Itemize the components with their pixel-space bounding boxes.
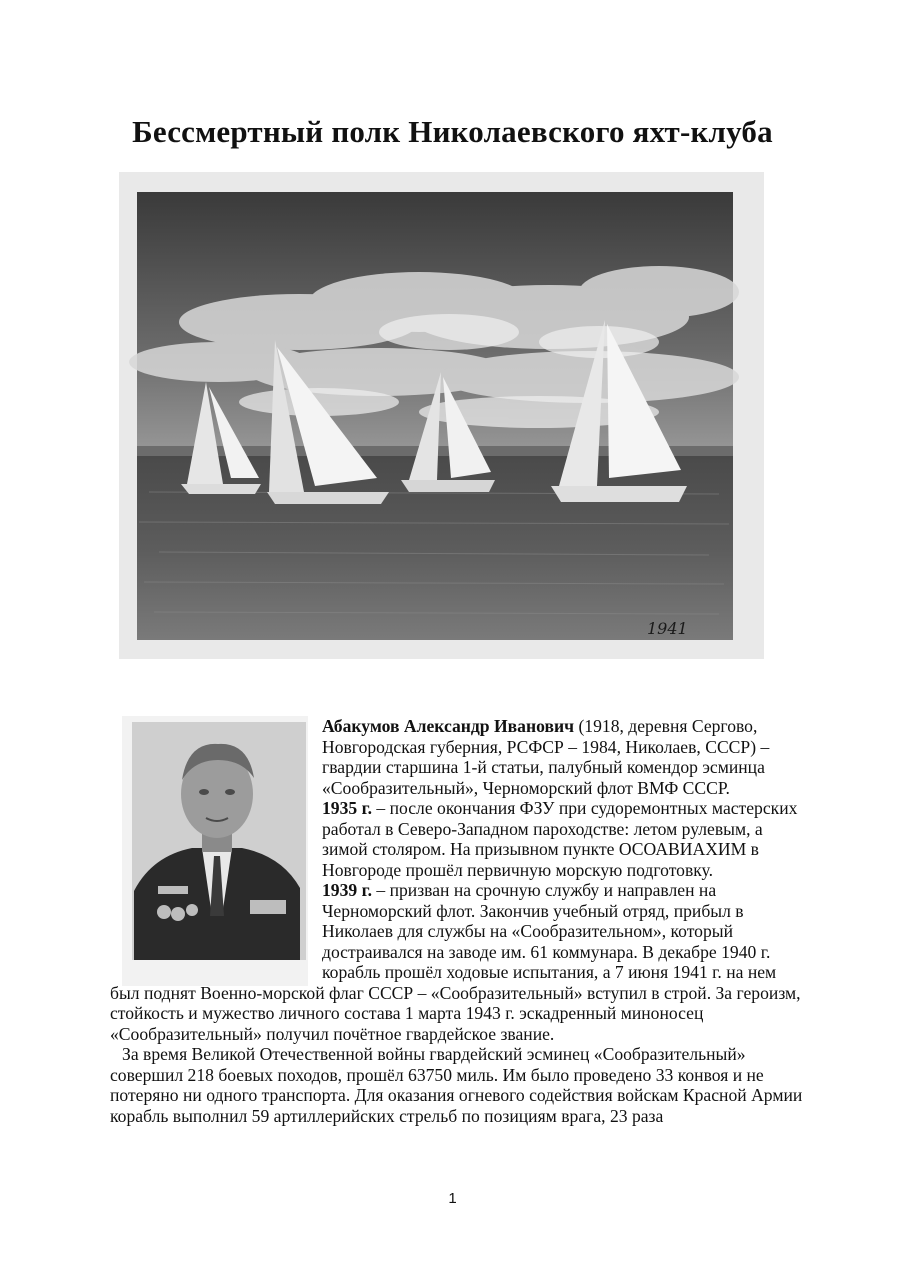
page-number: 1 <box>448 1190 457 1207</box>
year-1935: 1935 г. <box>322 798 372 818</box>
biography-text-1935: – после окончания ФЗУ при судоремонтных мастерских работал в Северо-Западном пароходстве: летом рулевым, а зимой столяром. На призывном пункте ОСОАВИАХИМ в Новгороде прошёл первичную морскую подготовку. <box>322 798 798 880</box>
person-name: Абакумов Александр Иванович <box>322 716 575 736</box>
sailboats-photo <box>119 172 764 659</box>
biography-text <box>110 716 810 1126</box>
page-title: Бессмертный полк Николаевского яхт-клуба <box>132 114 773 149</box>
portrait-spacer <box>110 716 322 978</box>
biography-text-1939: – призван на срочную службу и направлен на Черноморский флот. Закончив учебный отряд, прибыл в Николаев для службы на «Сообразительном», который достраивался на заводе им. 61 коммунара. В декабре 1940 г. корабль прошёл ходовые испытания, а 7 июня 1941 г. на нем был поднят Военно-морской флаг СССР – «Сообразительный» вступил в строй. За героизм, стойкость и мужество личного состава 1 марта 1943 г. эскадренный миноносец «Сообразительный» получил почётное гвардейское звание. <box>110 880 801 1044</box>
biography-paragraph-2: За время Великой Отечественной войны гвардейский эсминец «Сообразительный» совершил 218 боевых походов, прошёл 63750 миль. Им было проведено 33 конвоя и не потеряно ни одного транспорта. Для оказания огневого содействия войскам Красной Армии корабль выполнил 59 артиллерийских стрельб по позициям врага, 23 раза <box>110 1044 803 1126</box>
year-1939: 1939 г. <box>322 880 372 900</box>
biography-intro: (1918, деревня Сергово, Новгородская губерния, РСФСР – 1984, Николаев, СССР) – гвардии старшина 1-й статьи, палубный комендор эсминца «Сообразительный», Черноморский флот ВМФ СССР. <box>322 716 770 798</box>
photo-caption: 1941 <box>647 619 688 638</box>
